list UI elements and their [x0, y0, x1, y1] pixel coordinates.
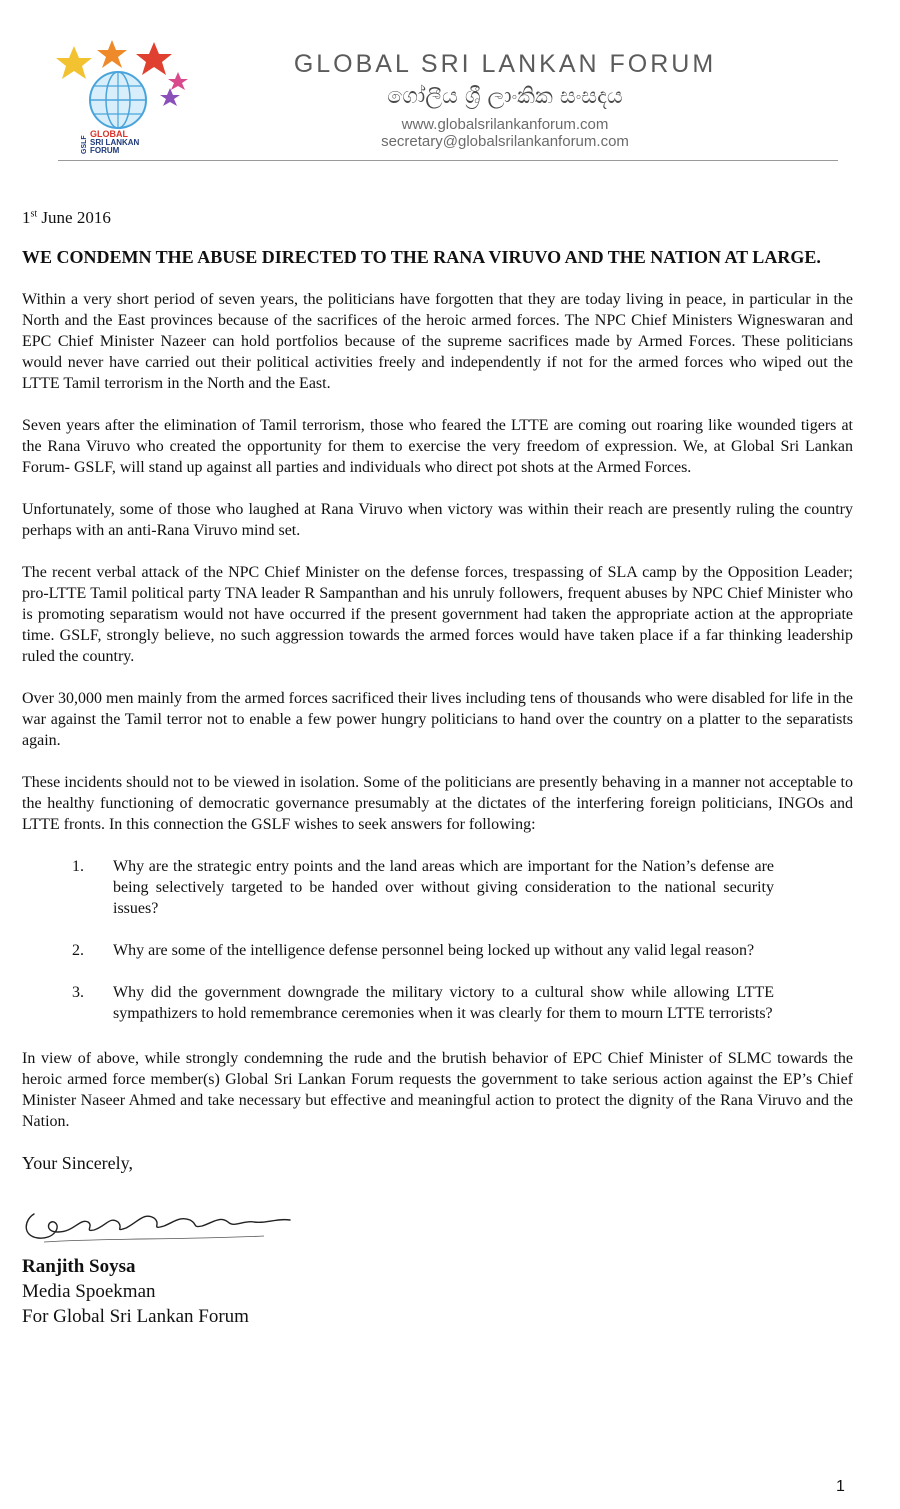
list-item: [72, 940, 774, 961]
gslf-logo: [52, 36, 192, 156]
signer-organization: For Global Sri Lankan Forum: [22, 1306, 249, 1327]
signer-title: Media Spoekman: [22, 1281, 156, 1302]
list-text: Why are some of the intelligence defense personnel being locked up without any valid legal reason?: [113, 942, 755, 959]
star-icon-yellow: [56, 46, 92, 79]
org-name: GLOBAL SRI LANKAN FORUM: [293, 50, 717, 78]
letter-title: WE CONDEMN THE ABUSE DIRECTED TO THE RANA VIRUVO AND THE NATION AT LARGE.: [22, 247, 821, 267]
conclusion-paragraph: In view of above, while strongly condemning the rude and the brutish behavior of EPC Chief Minister of SLMC towards the heroic armed force member(s) Global Sri Lankan Forum requests the government to take serious action against the EP’s Chief Minister Naseer Ahmed and take necessary but effective and meaningful action to protect the dignity of the Rana Viruvo and the Nation.: [22, 1050, 853, 1130]
svg-text:GSLF: GSLF: [81, 135, 88, 154]
paragraph: Within a very short period of seven years, the politicians have forgotten that they are today living in peace, in particular in the North and the East provinces because of the sacrifices of the heroic armed forces. The NPC Chief Ministers Wigneswaran and EPC Chief Minister Nazeer can hold portfolios because of the supreme sacrifices made by Armed Forces. These politicians would never have carried out their political activities freely and independently if not for the armed forces who wiped out the LTTE Tamil terrorism in the North and the East.: [22, 291, 853, 392]
page-number: 1: [836, 1478, 845, 1495]
paragraph: These incidents should not to be viewed in isolation. Some of the politicians are presently behaving in a manner not acceptable to the healthy functioning of democratic governance presumably at the dictates of the interfering foreign politicians, INGOs and LTTE fronts. In this connection the GSLF wishes to seek answers for following:: [22, 774, 853, 833]
list-text: Why are the strategic entry points and the land areas which are important for the Nation’s defense are being selectively targeted to be handed over without giving consideration to the national security issues?: [113, 858, 774, 917]
logo-wordmark: [81, 129, 140, 155]
signer-name: Ranjith Soysa: [22, 1256, 136, 1277]
svg-text:SRI LANKAN: SRI LANKAN: [90, 138, 140, 147]
list-item: [72, 856, 774, 919]
closing: Your Sincerely,: [22, 1153, 133, 1173]
question-list: [22, 856, 853, 1024]
list-text: Why did the government downgrade the military victory to a cultural show while allowing LTTE sympathizers to hold remembrance ceremonies when it was clearly for them to mourn LTTE terrorists?: [113, 984, 774, 1022]
star-icon-red: [136, 42, 172, 75]
paragraph: Seven years after the elimination of Tamil terrorism, those who feared the LTTE are coming out roaring like wounded tigers at the Rana Viruvo who created the opportunity for them to exercise the very freedom of expression. We, at Global Sri Lankan Forum- GSLF, will stand up against all parties and individuals who direct pot shots at the Armed Forces.: [22, 417, 853, 476]
list-item: [72, 982, 774, 1024]
letter-date: 1st June 2016: [22, 208, 111, 227]
paragraph: Over 30,000 men mainly from the armed forces sacrificed their lives including tens of thousands who were disabled for life in the war against the Tamil terror not to enable a few power hungry politicians to hand over the country on a platter to the separatists again.: [22, 690, 853, 749]
org-email: secretary@globalsrilankanforum.com: [381, 133, 629, 150]
paragraph: The recent verbal attack of the NPC Chief Minister on the defense forces, trespassing of SLA camp by the Opposition Leader; pro-LTTE Tamil political party TNA leader R Sampanthan and his unruly followers, frequent abuses by NPC Chief Minister who is promoting separatism would not have occurred if the present government had taken the appropriate action at the appropriate time. GSLF, strongly believe, no such aggression towards the armed forces would have taken place if a far thinking leadership ruled the country.: [22, 564, 853, 665]
star-icon-purple: [160, 88, 180, 106]
list-number: 3.: [72, 984, 84, 1001]
header-divider: [58, 160, 838, 161]
star-icon-orange: [97, 40, 127, 68]
org-website: www.globalsrilankanforum.com: [401, 116, 609, 133]
globe-icon: [90, 72, 146, 128]
letterhead: [0, 0, 900, 170]
paragraph: Unfortunately, some of those who laughed at Rana Viruvo when victory was within their reach are presently ruling the country perhaps with an anti-Rana Viruvo mind set.: [22, 501, 853, 539]
star-icon-pink: [168, 72, 188, 90]
list-number: 2.: [72, 942, 84, 959]
list-number: 1.: [72, 858, 84, 875]
letter-body: [22, 208, 853, 1329]
svg-text:FORUM: FORUM: [90, 146, 120, 155]
org-name-native: ගෝලීය ශ්‍රී ලාංකික සංසදය: [387, 84, 623, 109]
svg-text:GLOBAL: GLOBAL: [90, 129, 128, 139]
signature-image: [14, 1192, 314, 1252]
